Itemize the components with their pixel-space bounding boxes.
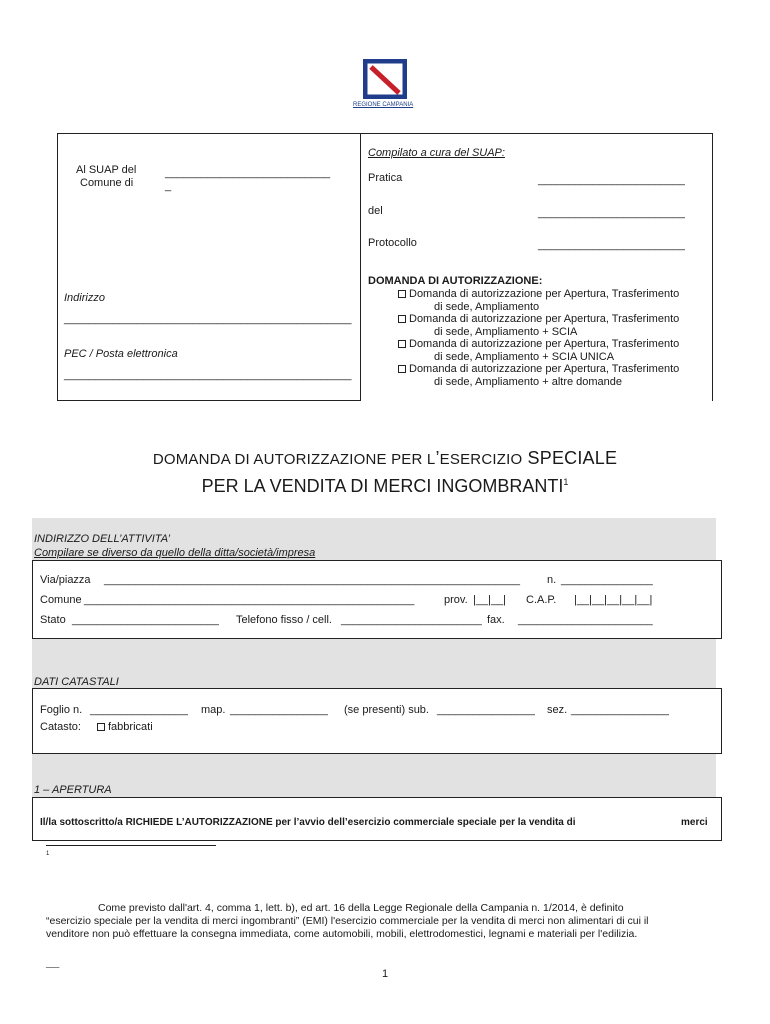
suap-box-top-border [358, 133, 712, 134]
prov-label: prov. [444, 594, 468, 606]
option-checkbox[interactable] [398, 363, 679, 376]
domanda-heading: DOMANDA DI AUTORIZZAZIONE: [368, 275, 543, 287]
option-label: Domanda di autorizzazione per Apertura, Trasferimento [409, 363, 680, 375]
section-heading: 1 – APERTURA [34, 784, 112, 796]
option-label: Domanda di autorizzazione per Apertura, Trasferimento [409, 313, 680, 325]
compilato-heading: Compilato a cura del SUAP: [368, 147, 505, 159]
pratica-label: Pratica [368, 172, 403, 184]
footnote-text-line2: “esercizio speciale per la vendita di merci ingombranti” (EMI) l'esercizio commerciale per la vendita di merci non alimentari di cui il [46, 915, 649, 927]
section-heading: DATI CATASTALI [34, 676, 119, 688]
footnote-text-line3: venditore non può effettuare la consegna immediata, come automobili, mobili, elettrodomestici, legnami e materiali per l'edilizia. [46, 928, 638, 940]
option-label: Domanda di autorizzazione per Apertura, Trasferimento [409, 288, 680, 300]
comune-label: Comune [40, 594, 82, 606]
title-part: ESERCIZIO [439, 451, 523, 468]
map-label: map. [201, 704, 226, 716]
via-label: Via/piazza [40, 574, 91, 586]
apertura-text-end: merci [681, 817, 708, 828]
title-part: SPECIALE [522, 448, 618, 468]
suap-comune-field-tail: _ [165, 180, 172, 192]
numero-label: n. [547, 574, 557, 586]
option-checkbox[interactable] [398, 288, 679, 301]
option-checkbox[interactable] [398, 313, 679, 326]
fax-field[interactable]: ______________________ [518, 614, 653, 626]
stato-label: Stato [40, 614, 66, 626]
option-label: Domanda di autorizzazione per Apertura, Trasferimento [409, 338, 680, 350]
suap-comune-label: Comune di [80, 177, 134, 189]
telefono-field[interactable]: _______________________ [341, 614, 482, 626]
prov-field[interactable]: |__|__| [473, 594, 507, 606]
fax-label: fax. [487, 614, 505, 626]
indirizzo-label: Indirizzo [64, 292, 105, 304]
title-part: DOMANDA DI AUTORIZZAZIONE PER L [152, 451, 436, 468]
sub-field[interactable]: ________________ [437, 704, 535, 716]
checkbox-icon[interactable] [398, 315, 406, 323]
suap-box-right-border [712, 133, 713, 401]
pratica-field[interactable]: ________________________ [538, 174, 685, 186]
option-label-cont: di sede, Ampliamento [434, 301, 540, 313]
sez-label: sez. [547, 704, 568, 716]
checkbox-icon[interactable] [97, 723, 105, 731]
footnote-text-line1: Come previsto dall'art. 4, comma 1, lett. b), ed art. 16 della Legge Regionale della Campania n. 1/2014, è definito [98, 902, 624, 914]
apertura-text: Il/la sottoscritto/a RICHIEDE L’AUTORIZZAZIONE per l’avvio dell’esercizio commerciale speciale per la vendita di [40, 817, 576, 828]
protocollo-label: Protocollo [368, 237, 417, 249]
fabbricati-checkbox[interactable] [97, 721, 153, 734]
footnote-dash: ___ [46, 959, 60, 968]
pec-field[interactable]: _______________________________________________ [64, 369, 352, 381]
section-subheading: Compilare se diverso da quello della ditta/società/impresa [34, 547, 316, 559]
footnote-ref: 1 [563, 477, 569, 487]
title-apostrophe: ’ [435, 448, 440, 468]
del-field[interactable]: ________________________ [538, 207, 685, 219]
title-part: PER LA VENDITA DI MERCI INGOMBRANTI [201, 476, 564, 496]
stato-field[interactable]: ________________________ [72, 614, 219, 626]
cap-label: C.A.P. [526, 594, 557, 606]
checkbox-icon[interactable] [398, 340, 406, 348]
foglio-field[interactable]: ________________ [90, 704, 188, 716]
sub-label: (se presenti) sub. [344, 704, 429, 716]
section-heading: INDIRIZZO DELL’ATTIVITA’ [34, 533, 171, 545]
logo-caption: REGIONE CAMPANIA [353, 102, 414, 108]
footnote-separator [46, 845, 216, 846]
del-label: del [368, 205, 383, 217]
pec-label: PEC / Posta elettronica [64, 348, 178, 360]
document-title-line2 [0, 471, 770, 497]
checkbox-icon[interactable] [398, 365, 406, 373]
document-title-line1 [0, 447, 770, 471]
map-field[interactable]: ________________ [230, 704, 328, 716]
protocollo-field[interactable]: ________________________ [538, 239, 685, 251]
option-checkbox[interactable] [398, 338, 679, 351]
fabbricati-label: fabbricati [108, 721, 153, 733]
footnote-marker: 1 [46, 851, 50, 857]
suap-comune-field[interactable]: ___________________________ [165, 167, 331, 179]
foglio-label: Foglio n. [40, 704, 83, 716]
indirizzo-field[interactable]: _______________________________________________ [64, 313, 352, 325]
checkbox-icon[interactable] [398, 290, 406, 298]
cap-field[interactable]: |__|__|__|__|__| [574, 594, 653, 606]
via-field[interactable]: ____________________________________________________________________ [104, 574, 521, 586]
section-apertura [32, 754, 716, 802]
numero-field[interactable]: _______________ [561, 574, 653, 586]
region-logo [351, 57, 419, 113]
catasto-label: Catasto: [40, 721, 81, 733]
suap-to-label: Al SUAP del [76, 164, 137, 176]
option-label-cont: di sede, Ampliamento + SCIA UNICA [434, 351, 615, 363]
telefono-label: Telefono fisso / cell. [236, 614, 332, 626]
sez-field[interactable]: ________________ [571, 704, 669, 716]
option-label-cont: di sede, Ampliamento + altre domande [434, 376, 623, 388]
comune-field[interactable]: ______________________________________________________ [84, 594, 415, 606]
option-label-cont: di sede, Ampliamento + SCIA [434, 326, 578, 338]
page-number: 1 [382, 968, 389, 980]
